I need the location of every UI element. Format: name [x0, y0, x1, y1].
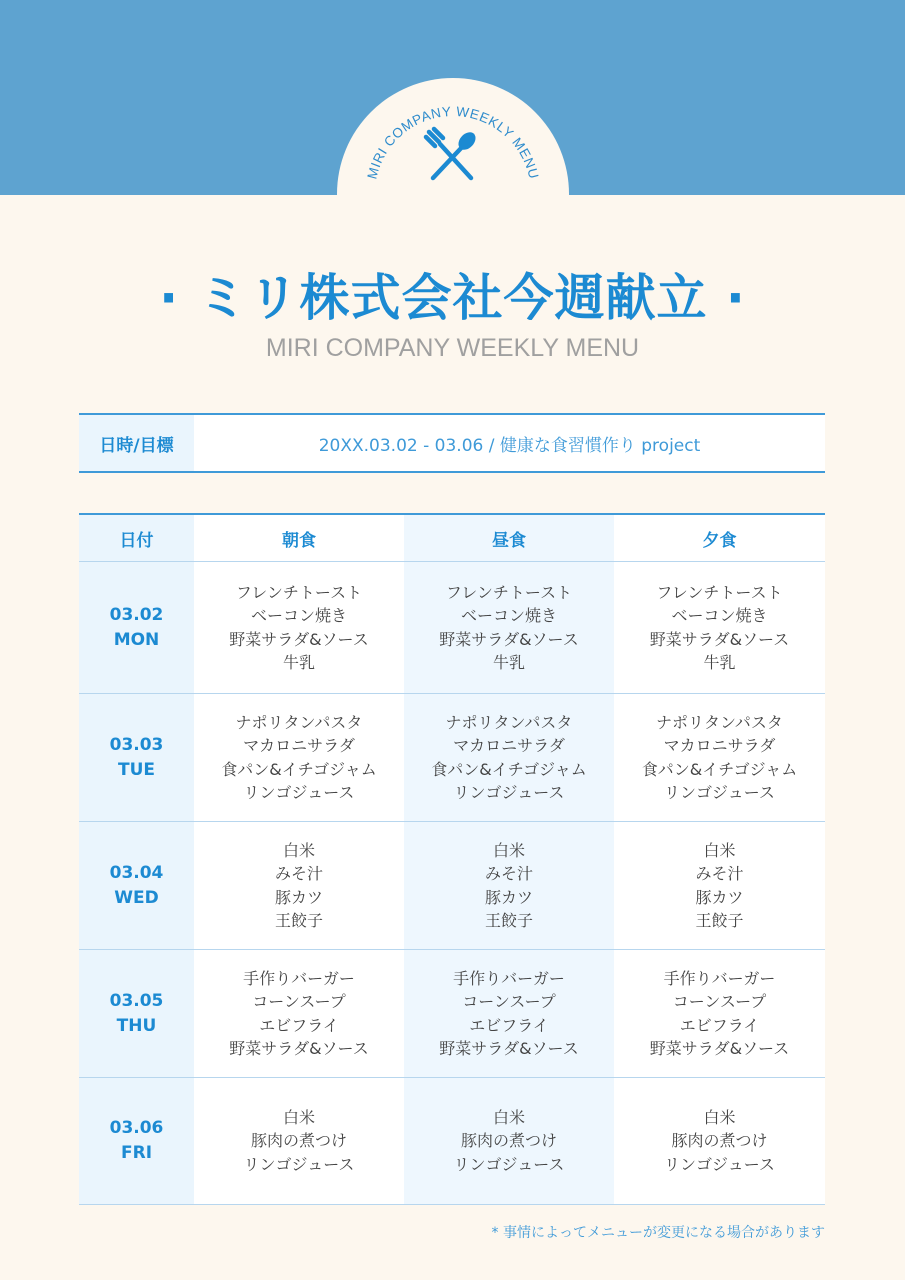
menu-item: マカロニサラダ [243, 736, 355, 756]
menu-item: ナポリタンパスタ [656, 712, 783, 732]
weekday-value: WED [114, 887, 159, 908]
table-row [79, 694, 825, 822]
header-breakfast: 朝食 [194, 515, 404, 561]
menu-item: コーンスープ [672, 992, 767, 1012]
menu-item: フレンチトースト [656, 582, 783, 602]
menu-item: マカロニサラダ [453, 736, 565, 756]
date-value: 03.04 [109, 862, 164, 883]
date-cell [79, 694, 194, 821]
dinner-cell [614, 562, 825, 693]
menu-item: 豚カツ [274, 887, 323, 907]
menu-item: ナポリタンパスタ [445, 712, 573, 732]
table-header-row [79, 515, 825, 562]
menu-item: 野菜サラダ&ソース [229, 629, 369, 649]
breakfast-cell [194, 950, 404, 1077]
date-value: 03.02 [109, 604, 164, 625]
menu-item: コーンスープ [462, 992, 556, 1012]
menu-item: 手作りバーガー [663, 968, 776, 988]
menu-item: 牛乳 [282, 652, 315, 672]
menu-item: コーンスープ [252, 992, 346, 1012]
menu-item: 野菜サラダ&ソース [649, 629, 790, 649]
menu-item: ベーコン焼き [250, 606, 347, 626]
menu-item: リンゴジュース [664, 1154, 775, 1174]
lunch-list [454, 1106, 565, 1176]
date-cell [79, 822, 194, 949]
table-row [79, 562, 825, 694]
menu-item: エビフライ [259, 1015, 339, 1035]
date-value: 03.03 [109, 734, 164, 755]
menu-item: リンゴジュース [453, 1154, 565, 1174]
info-row [79, 413, 825, 473]
menu-item: エビフライ [469, 1015, 549, 1035]
dinner-list [650, 581, 790, 674]
menu-item: リンゴジュース [453, 782, 565, 802]
menu-item: ベーコン焼き [671, 606, 768, 626]
badge-text: MIRI COMPANY WEEKLY MENU [364, 103, 542, 181]
lunch-cell [404, 1078, 614, 1204]
dinner-cell [614, 822, 825, 949]
menu-item: フレンチトースト [235, 582, 363, 602]
footnote: * 事情によってメニューが変更になる場合があります [491, 1225, 825, 1241]
menu-item: 白米 [492, 1108, 525, 1128]
menu-item: 王餃子 [274, 910, 323, 930]
lunch-cell [404, 562, 614, 693]
menu-item: みそ汁 [274, 864, 323, 884]
menu-item: エビフライ [679, 1015, 760, 1035]
menu-item: 野菜サラダ&ソース [229, 1038, 369, 1058]
menu-item: ベーコン焼き [460, 606, 557, 626]
menu-item: 牛乳 [703, 652, 736, 672]
breakfast-list [229, 581, 369, 674]
menu-item: 野菜サラダ&ソース [649, 1038, 790, 1058]
menu-item: リンゴジュース [243, 782, 355, 802]
menu-item: マカロニサラダ [663, 736, 776, 756]
date-value: 03.06 [109, 1118, 164, 1138]
page-title: · ミリ株式会社今週献立 · [159, 269, 746, 327]
header-date: 日付 [79, 515, 194, 561]
menu-item: 豚肉の煮つけ [250, 1131, 347, 1151]
dinner-list [695, 839, 743, 932]
date-cell [79, 1078, 194, 1204]
header-dinner: 夕食 [614, 515, 825, 561]
menu-item: 豚カツ [695, 887, 744, 907]
date-cell [79, 950, 194, 1077]
lunch-cell [404, 950, 614, 1077]
dinner-cell [614, 1078, 825, 1204]
table-row [79, 822, 825, 950]
menu-item: 手作りバーガー [243, 968, 355, 988]
menu-item: 白米 [282, 1108, 315, 1128]
breakfast-list [275, 839, 323, 932]
weekday-value: TUE [117, 759, 155, 780]
menu-item: 食パン&イチゴジャム [221, 759, 377, 779]
menu-item: ナポリタンパスタ [235, 712, 363, 732]
menu-item: 野菜サラダ&ソース [439, 629, 579, 649]
info-value: 20XX.03.02 - 03.06 / 健康な食習慣作り project [318, 435, 701, 456]
menu-item: 白米 [703, 840, 736, 860]
lunch-cell [404, 822, 614, 949]
weekday-value: MON [113, 629, 160, 650]
breakfast-list [221, 711, 377, 804]
menu-item: みそ汁 [695, 864, 744, 884]
page-subtitle: MIRI COMPANY WEEKLY MENU [265, 334, 640, 362]
menu-table [79, 513, 825, 1205]
menu-item: 白米 [492, 840, 525, 860]
breakfast-cell [194, 1078, 404, 1204]
weekday-value: THU [116, 1015, 157, 1036]
table-row [79, 950, 825, 1078]
menu-item: みそ汁 [484, 864, 533, 884]
menu-item: 手作りバーガー [453, 968, 565, 988]
menu-item: リンゴジュース [664, 782, 775, 802]
menu-item: 白米 [282, 840, 315, 860]
menu-item: 豚肉の煮つけ [671, 1131, 768, 1151]
menu-item: 豚カツ [484, 887, 533, 907]
menu-item: 豚肉の煮つけ [460, 1131, 557, 1151]
breakfast-list [229, 967, 369, 1060]
menu-item: リンゴジュース [243, 1154, 355, 1174]
fork-spoon-icon [423, 126, 481, 184]
menu-item: 食パン&イチゴジャム [641, 759, 798, 779]
lunch-list [431, 711, 587, 804]
menu-item: 白米 [703, 1108, 736, 1128]
table-row [79, 1078, 825, 1204]
lunch-cell [404, 694, 614, 821]
lunch-list [439, 967, 579, 1060]
menu-item: 野菜サラダ&ソース [439, 1038, 579, 1058]
dinner-cell [614, 950, 825, 1077]
header-lunch: 昼食 [404, 515, 614, 561]
dinner-list [650, 967, 790, 1060]
info-label: 日時/目標 [79, 415, 194, 471]
date-cell [79, 562, 194, 693]
breakfast-cell [194, 694, 404, 821]
lunch-list [439, 581, 579, 674]
breakfast-cell [194, 562, 404, 693]
menu-item: フレンチトースト [445, 582, 573, 602]
dinner-cell [614, 694, 825, 821]
menu-item: 王餃子 [484, 910, 533, 930]
breakfast-cell [194, 822, 404, 949]
lunch-list [485, 839, 533, 932]
menu-item: 王餃子 [695, 910, 744, 930]
menu-item: 食パン&イチゴジャム [431, 759, 587, 779]
breakfast-list [244, 1106, 355, 1176]
weekday-value: FRI [120, 1143, 153, 1163]
dinner-list [664, 1106, 775, 1176]
menu-item: 牛乳 [492, 652, 525, 672]
date-value: 03.05 [109, 990, 164, 1011]
dinner-list [642, 711, 798, 804]
